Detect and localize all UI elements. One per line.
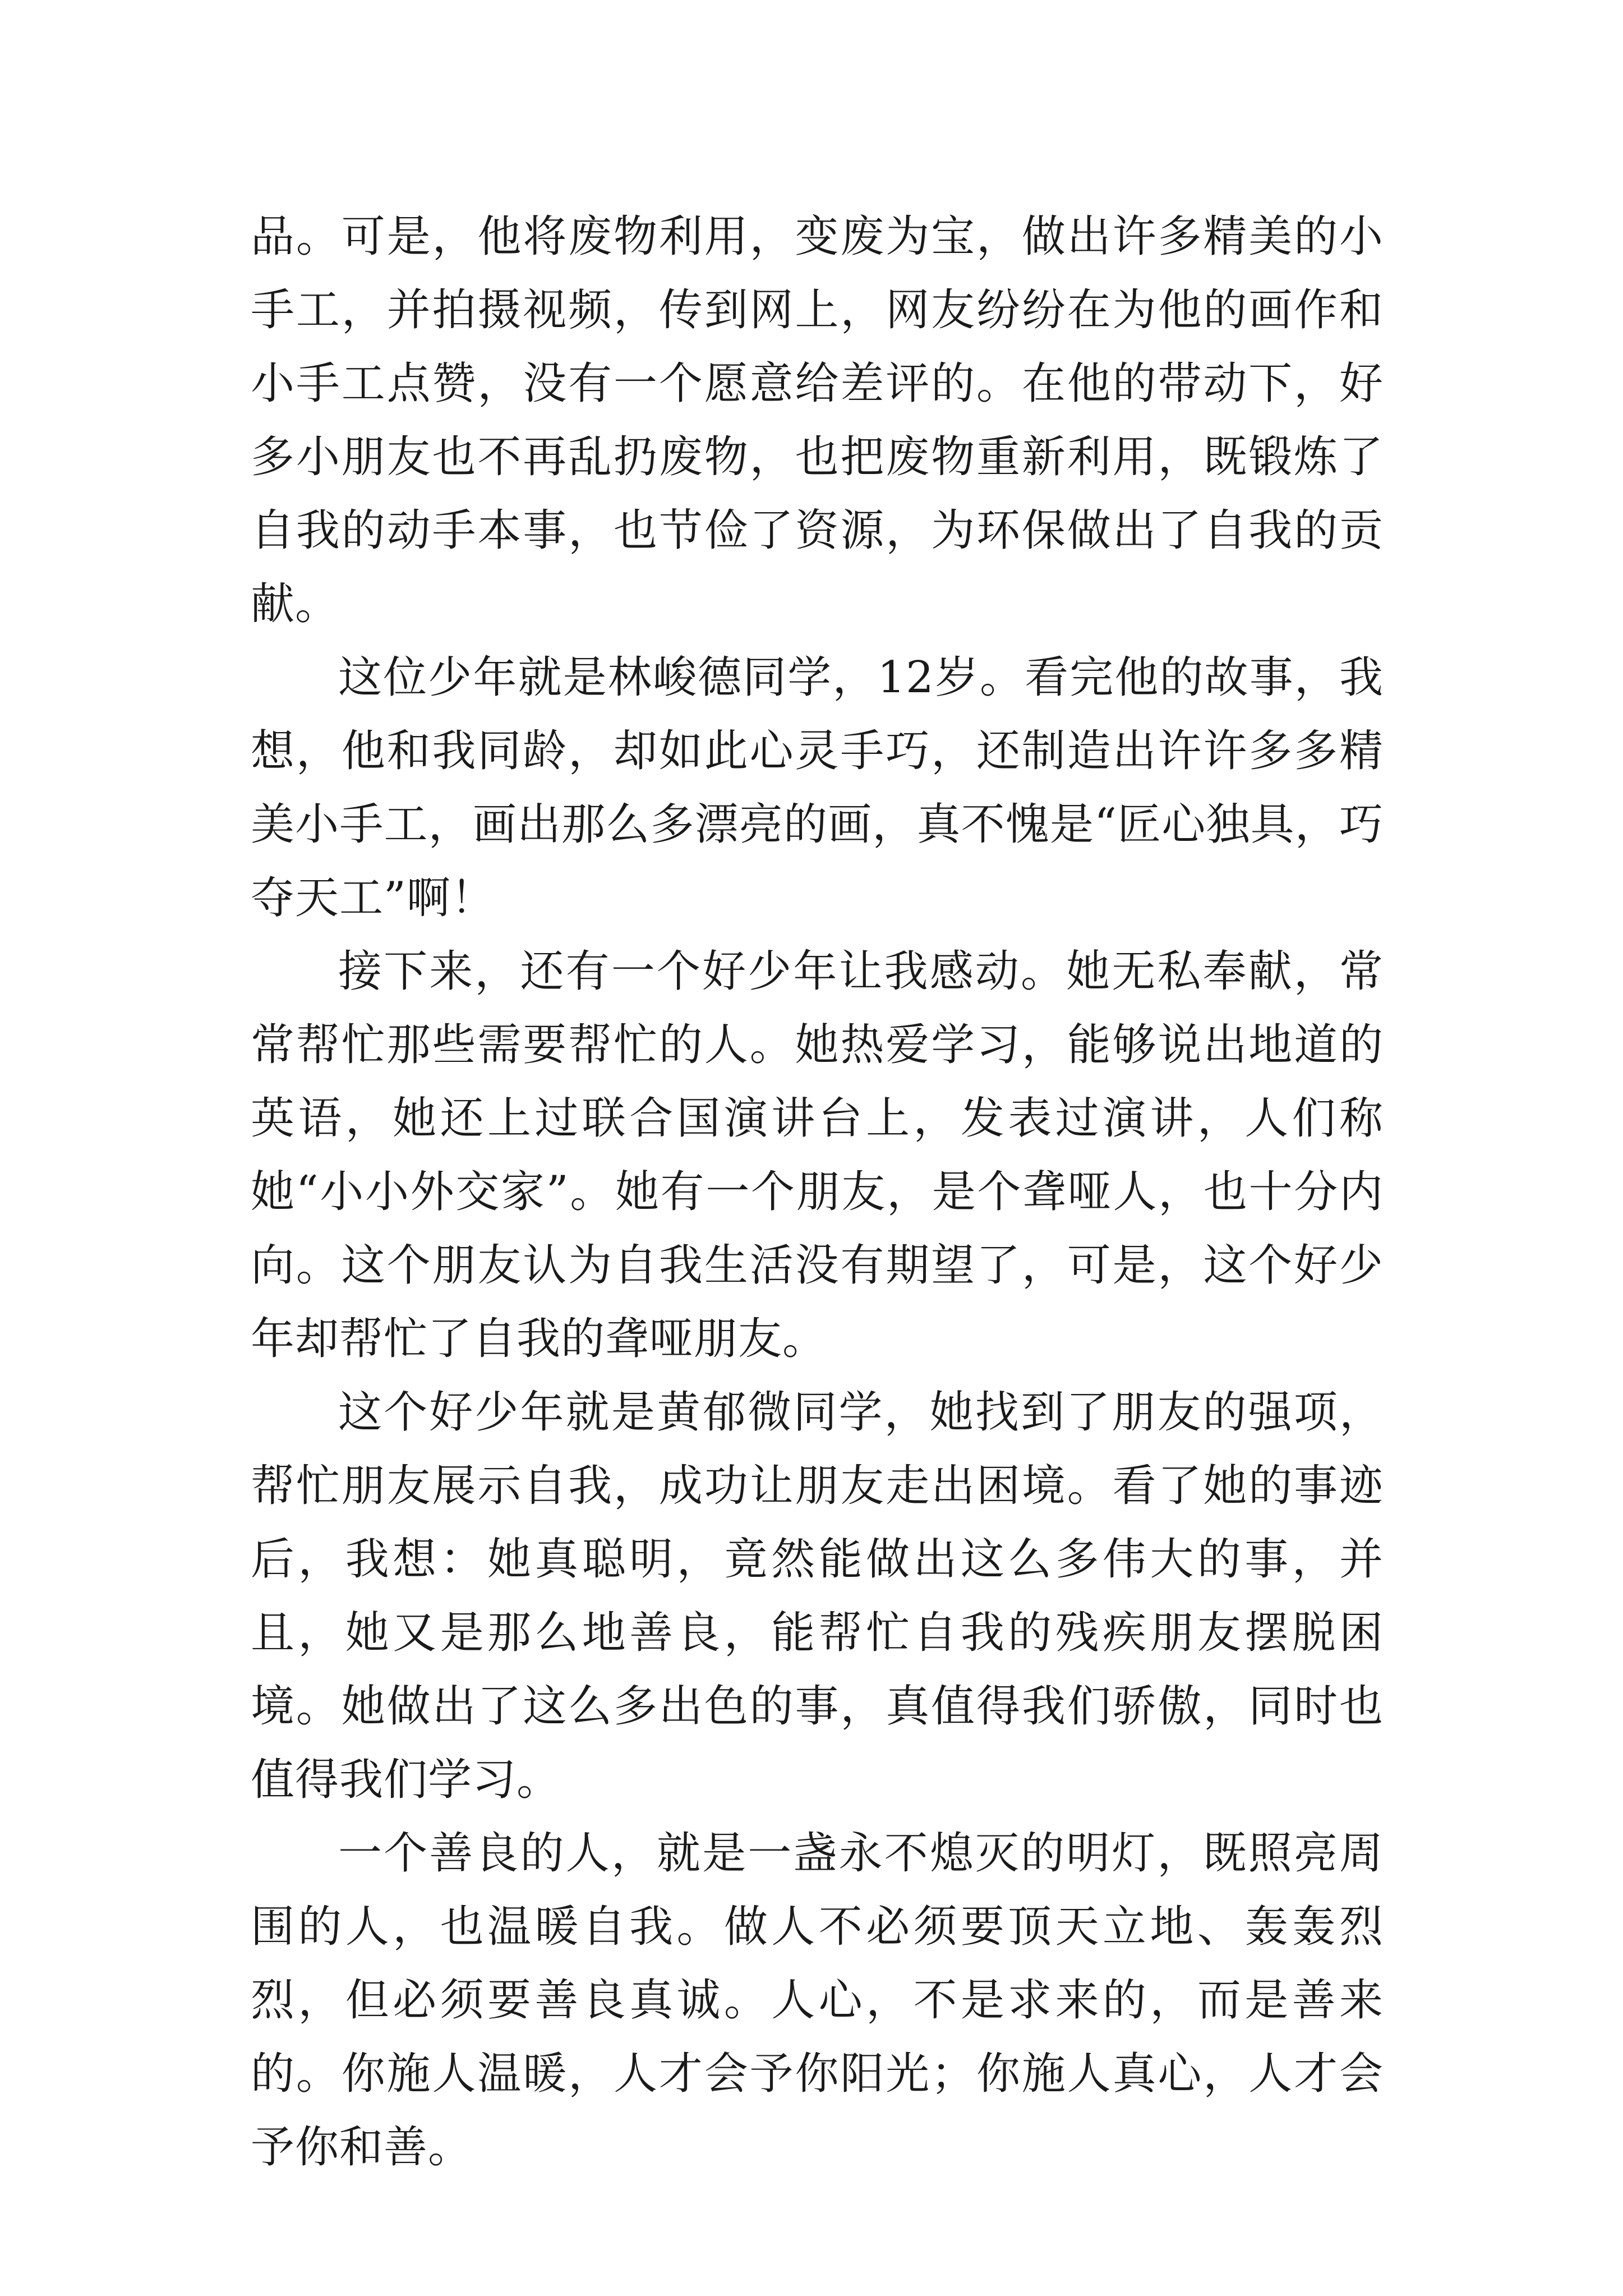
paragraph-1: 品。可是，他将废物利用，变废为宝，做出许多精美的小手工，并拍摄视频，传到网上，网友纷纷在为他的画作和小手工点赞，没有一个愿意给差评的。在他的带动下，好多小朋友也不再乱扔废物，也把废物重新利用，既锻炼了自我的动手本事，也节俭了资源，为环保做出了自我的贡献。: [251, 211, 1384, 629]
document-body: [251, 200, 1384, 2184]
paragraph-4: 这个好少年就是黄郁微同学，她找到了朋友的强项，帮忙朋友展示自我，成功让朋友走出困境。看了她的事迹后，我想：她真聪明，竟然能做出这么多伟大的事，并且，她又是那么地善良，能帮忙自我的残疾朋友摆脱困境。她做出了这么多出色的事，真值得我们骄傲，同时也值得我们学习。: [251, 1387, 1384, 1805]
paragraph-3: 接下来，还有一个好少年让我感动。她无私奉献，常常帮忙那些需要帮忙的人。她热爱学习，能够说出地道的英语，她还上过联合国演讲台上，发表过演讲，人们称她“小小外交家”。她有一个朋友，是个聋哑人，也十分内向。这个朋友认为自我生活没有期望了，可是，这个好少年却帮忙了自我的聋哑朋友。: [251, 946, 1384, 1364]
paragraph-5: 一个善良的人，就是一盏永不熄灭的明灯，既照亮周围的人，也温暖自我。做人不必须要顶天立地、轰轰烈烈，但必须要善良真诚。人心，不是求来的，而是善来的。你施人温暖，人才会予你阳光；你施人真心，人才会予你和善。: [251, 1828, 1384, 2173]
paragraph-2: 这位少年就是林峻德同学，12岁。看完他的故事，我想，他和我同龄，却如此心灵手巧，还制造出许许多多精美小手工，画出那么多漂亮的画，真不愧是“匠心独具，巧夺天工”啊！: [251, 652, 1384, 923]
